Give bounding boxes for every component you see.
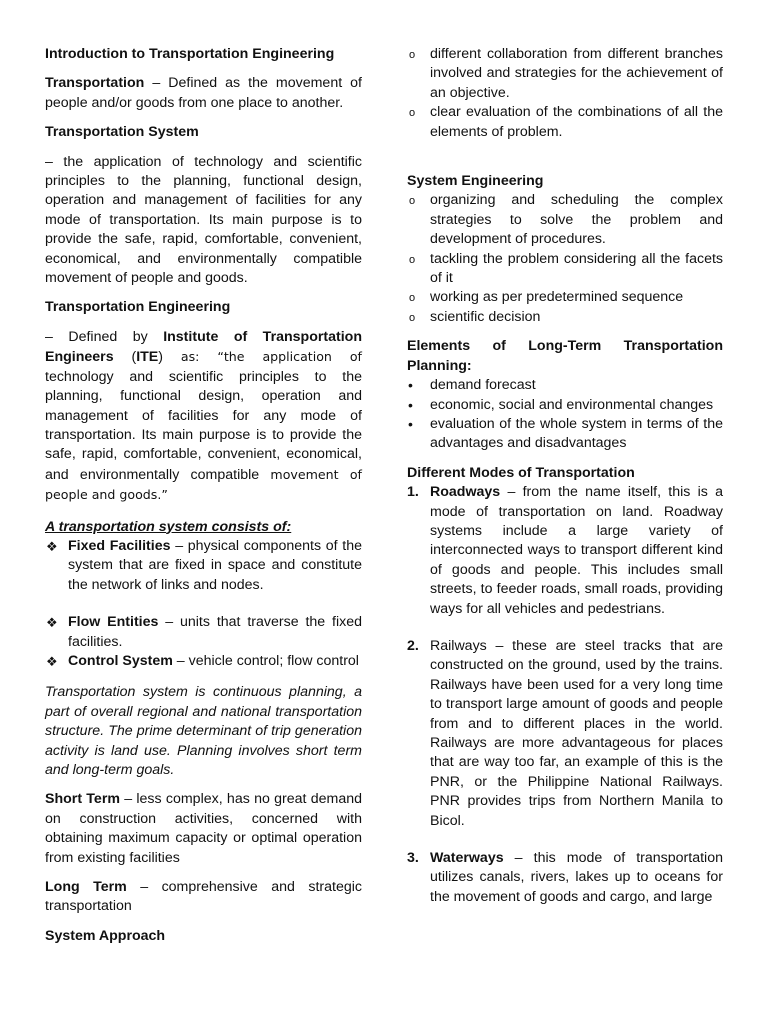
component-fixed-facilities — [45, 537, 362, 595]
mode-number: 2. — [407, 637, 419, 654]
mode-desc: – from the name itself, this is a mode of transportation on land. Roadway systems include a large variety of interconnected ways to transport different kind of goods and people. This includes small streets, to feeder roads, small roads, providing ways for all vehicles and pedestrians. — [430, 484, 723, 617]
transportation-definition — [45, 74, 362, 113]
eng-def-pre: – Defined by — [45, 328, 164, 345]
left-column — [45, 45, 362, 946]
syseng-item-text: tackling the problem considering all the facets of it — [430, 250, 723, 287]
elements-item-text: economic, social and environmental changes — [430, 396, 714, 413]
syseng-item — [407, 288, 723, 307]
short-term-label: Short Term — [45, 791, 120, 808]
elements-item-text: demand forecast — [430, 377, 536, 394]
eng-def-paren-open: ( — [113, 349, 137, 366]
elements-item-text: evaluation of the whole system in terms of the advantages and disadvantages — [430, 415, 723, 452]
component-term: Flow Entities — [68, 614, 159, 631]
elements-list — [407, 376, 723, 454]
component-control-system — [45, 652, 362, 671]
component-term: Control System — [68, 652, 173, 669]
syseng-item-text: organizing and scheduling the complex strategies to solve the problem and development of procedures. — [430, 192, 723, 248]
mode-desc: – these are steel tracks that are constructed on the ground, used by the trains. Railways have been used for a very long time to transport large amount of goods and people from and to different places in the world. Railways are more advantageous for places that are way too far, an example of this is the PNR, or the Philippine National Railways. PNR provides trips from Northern Manila to Bicol. — [430, 637, 723, 829]
circle-bullet-icon: o — [409, 292, 416, 305]
long-term-desc: – comprehensive and strategic transportation — [45, 879, 362, 915]
diamond-bullet-icon: ❖ — [46, 538, 58, 554]
mode-desc: – this mode of transportation utilizes canals, rivers, lakes up to oceans for the movement of goods and cargo, and large — [430, 850, 723, 905]
syseng-item — [407, 250, 723, 289]
syseng-item — [407, 308, 723, 327]
syseng-item-text: scientific decision — [430, 308, 541, 325]
diamond-bullet-icon: ❖ — [46, 615, 58, 631]
document-title: Introduction to Transportation Engineering — [45, 46, 335, 62]
mode-number: 3. — [407, 850, 419, 867]
short-term-definition — [45, 790, 362, 868]
mode-railways — [407, 637, 723, 831]
planning-note: Transportation system is continuous planning, a part of overall regional and national transportation structure. The prime determinant of trip generation activity is land use. Planning involves short term and long-term goals. — [45, 684, 362, 778]
transportation-system-heading: Transportation System — [45, 124, 199, 141]
eng-def-quote-start: as: “the application of — [180, 349, 362, 365]
mode-term: Roadways — [430, 484, 501, 501]
eng-def-paren-close: ) — [158, 349, 181, 366]
modes-heading: Different Modes of Transportation — [407, 464, 635, 481]
ite-abbr: ITE — [136, 349, 159, 366]
transportation-def-text: – Defined as the movement of people and/or goods from one place to another. — [45, 75, 362, 111]
eng-def-body: technology and scientific principles to the planning, functional design, operation and management of facilities for any mode of transportation. Its main purpose is to provide the safe, rapid, comfortable, convenient, economical, and environmentally compatible — [45, 368, 362, 483]
short-term-desc: – less complex, has no great demand on construction activities, concerned with obtaining maximum capacity or optimal operation from existing facilities — [45, 791, 362, 866]
transportation-system-definition: – the application of technology and scientific principles to the planning, functional design, operation and management of facilities for any mode of transportation. Its main purpose is to provide the safe, rapid, comfortable, convenient, economical, and environmentally compatible movement of people and goods. — [45, 153, 362, 287]
elements-item — [407, 415, 723, 454]
ite-org-name: Institute of Transportation Engineers — [45, 328, 363, 366]
component-desc: – units that traverse the fixed facilities. — [68, 614, 362, 650]
consists-heading: A transportation system consists of: — [45, 518, 292, 535]
component-flow-entities — [45, 613, 362, 652]
circle-bullet-icon: o — [409, 311, 416, 324]
approach-item — [407, 45, 723, 103]
approach-item-text: different collaboration from different branches involved and strategies for the achievement of an objective. — [430, 46, 723, 101]
mode-waterways — [407, 849, 723, 907]
elements-heading: Elements of Long-Term Transportation Planning: — [407, 338, 723, 374]
diamond-bullet-icon: ❖ — [46, 653, 58, 669]
eng-def-quote-end: movement of people and goods.” — [45, 466, 362, 503]
bullet-icon: • — [408, 396, 413, 413]
transportation-engineering-definition — [45, 328, 362, 506]
circle-bullet-icon: o — [409, 107, 416, 120]
mode-term: Waterways — [430, 850, 504, 867]
circle-bullet-icon: o — [409, 49, 416, 61]
component-desc: – vehicle control; flow control — [172, 652, 359, 669]
approach-item — [407, 103, 723, 142]
syseng-item-text: working as per predetermined sequence — [430, 289, 684, 306]
elements-item — [407, 396, 723, 415]
mode-term: Railways — [430, 637, 487, 654]
system-engineering-list — [407, 191, 723, 327]
components-list — [45, 537, 362, 671]
system-engineering-heading: System Engineering — [407, 173, 544, 190]
circle-bullet-icon: o — [409, 195, 416, 208]
approach-list — [407, 45, 723, 142]
bullet-icon: • — [408, 415, 413, 432]
transportation-term: Transportation — [45, 75, 145, 92]
syseng-item — [407, 191, 723, 249]
mode-number: 1. — [407, 484, 419, 501]
system-approach-heading: System Approach — [45, 927, 166, 944]
component-term: Fixed Facilities — [68, 537, 171, 554]
right-column — [407, 45, 723, 907]
mode-roadways — [407, 483, 723, 619]
long-term-definition — [45, 878, 362, 917]
transportation-engineering-heading: Transportation Engineering — [45, 299, 231, 316]
approach-item-text: clear evaluation of the combinations of all the elements of problem. — [430, 104, 723, 140]
circle-bullet-icon: o — [409, 253, 416, 266]
long-term-label: Long Term — [45, 879, 127, 896]
elements-item — [407, 376, 723, 395]
modes-list — [407, 483, 723, 907]
bullet-icon: • — [408, 377, 413, 394]
component-desc: – physical components of the system that are fixed in space and constitute the network of links and nodes. — [68, 537, 362, 593]
